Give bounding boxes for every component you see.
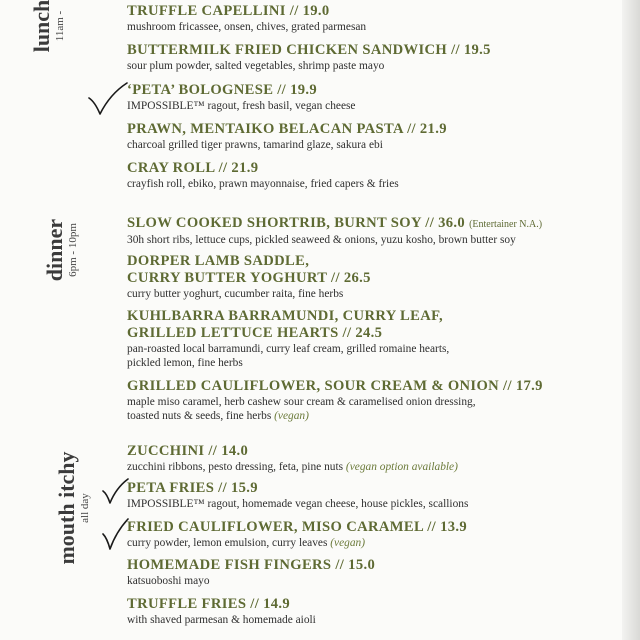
page-edge-shadow [622, 0, 640, 640]
menu-item-description [127, 460, 597, 474]
menu-item-description: crayfish roll, ebiko, prawn mayonnaise, fried capers & fries [127, 178, 399, 190]
menu-item-name: DORPER LAMB SADDLE, [127, 253, 310, 269]
menu-item-description: mushroom fricassee, onsen, chives, grated parmesan [127, 21, 367, 33]
checkmark-icon [86, 80, 130, 120]
menu-item-description [127, 536, 597, 550]
menu-item-truffle-capellini [127, 3, 597, 34]
menu-item-description-text: zucchini ribbons, pesto dressing, feta, pine nuts [127, 461, 344, 473]
menu-item-buttermilk-chicken [127, 42, 597, 73]
menu-item-name: KUHLBARRA BARRAMUNDI, CURRY LEAF, [127, 308, 444, 324]
section-title-mouth-itchy: mouth itchy [54, 451, 79, 565]
menu-item-dorper-lamb [127, 253, 597, 301]
menu-item-grilled-cauliflower [127, 378, 597, 423]
menu-item-zucchini [127, 443, 597, 474]
menu-item-fried-cauliflower [127, 519, 597, 550]
menu-item-description: charcoal grilled tiger prawns, tamarind glaze, sakura ebi [127, 139, 383, 151]
menu-item-description-line2: pickled lemon, fine herbs [127, 357, 243, 369]
section-title-dinner: dinner [42, 218, 67, 282]
menu-item-description: maple miso caramel, herb cashew sour cream & caramelised onion dressing, [127, 396, 476, 408]
section-label-mouth-itchy [55, 438, 95, 578]
menu-item-description: IMPOSSIBLE™ ragout, homemade vegan cheese, house pickles, scallions [127, 498, 469, 510]
menu-item-description: with shaved parmesan & homemade aioli [127, 614, 316, 626]
menu-item-description-text: toasted nuts & seeds, fine herbs [127, 410, 272, 422]
menu-item-description: pan-roasted local barramundi, curry leaf cream, grilled romaine hearts, [127, 343, 450, 355]
checkmark-icon [100, 516, 130, 552]
checkmark-icon [100, 476, 130, 506]
menu-item-name: PRAWN, MENTAIKO BELACAN PASTA // 21.9 [127, 121, 447, 137]
menu-item-truffle-fries [127, 596, 597, 627]
menu-item-name-note: (Entertainer N.A.) [469, 219, 543, 230]
section-label-lunch [30, 0, 70, 61]
menu-item-description: 30h short ribs, lettuce cups, pickled seaweed & onions, yuzu kosho, brown butter soy [127, 234, 516, 246]
section-label-dinner [43, 200, 83, 300]
menu-item-description: IMPOSSIBLE™ ragout, fresh basil, vegan cheese [127, 100, 356, 112]
menu-item-diet-note: (vegan) [274, 410, 309, 422]
menu-item-name: CRAY ROLL // 21.9 [127, 160, 259, 176]
menu-item-diet-note: (vegan) [330, 537, 366, 549]
section-hours-dinner: 6pm - 10pm [67, 223, 79, 277]
section-hours-mouth-itchy: all day [79, 493, 91, 523]
menu-item-name [127, 215, 597, 233]
menu-item-description-text: curry powder, lemon emulsion, curry leaves [127, 537, 328, 549]
menu-item-fish-fingers [127, 557, 597, 588]
menu-item-shortrib [127, 215, 597, 247]
menu-item-name: ‘PETA’ BOLOGNESE // 19.9 [127, 82, 318, 98]
menu-item-description-line2 [127, 409, 597, 423]
menu-item-peta-bolognese [127, 82, 597, 113]
menu-item-diet-note: (vegan option available) [345, 461, 458, 473]
menu-item-name-text: SLOW COOKED SHORTRIB, BURNT SOY // 36.0 [127, 215, 466, 231]
menu-item-prawn-pasta [127, 121, 597, 152]
menu-item-name-line2: GRILLED LETTUCE HEARTS // 24.5 [127, 325, 383, 341]
menu-item-description: sour plum powder, salted vegetables, shrimp paste mayo [127, 60, 385, 72]
menu-item-description: curry butter yoghurt, cucumber raita, fine herbs [127, 288, 344, 300]
menu-item-name: HOMEMADE FISH FINGERS // 15.0 [127, 557, 376, 573]
menu-item-barramundi [127, 308, 597, 370]
menu-item-name: BUTTERMILK FRIED CHICKEN SANDWICH // 19.5 [127, 42, 491, 58]
menu-item-name: ZUCCHINI // 14.0 [127, 443, 249, 459]
menu-item-name: TRUFFLE CAPELLINI // 19.0 [127, 3, 330, 19]
menu-item-name: TRUFFLE FRIES // 14.9 [127, 596, 291, 612]
menu-item-cray-roll [127, 160, 597, 191]
menu-item-peta-fries [127, 480, 597, 511]
menu-item-name: GRILLED CAULIFLOWER, SOUR CREAM & ONION // 17.9 [127, 378, 543, 394]
menu-item-name: FRIED CAULIFLOWER, MISO CARAMEL // 13.9 [127, 519, 468, 535]
section-title-lunch: lunch [29, 0, 54, 53]
menu-item-name-line2: CURRY BUTTER YOGHURT // 26.5 [127, 270, 371, 286]
menu-item-name: PETA FRIES // 15.9 [127, 480, 258, 496]
section-hours-lunch: 11am - [54, 10, 66, 42]
menu-item-description: katsuoboshi mayo [127, 575, 210, 587]
